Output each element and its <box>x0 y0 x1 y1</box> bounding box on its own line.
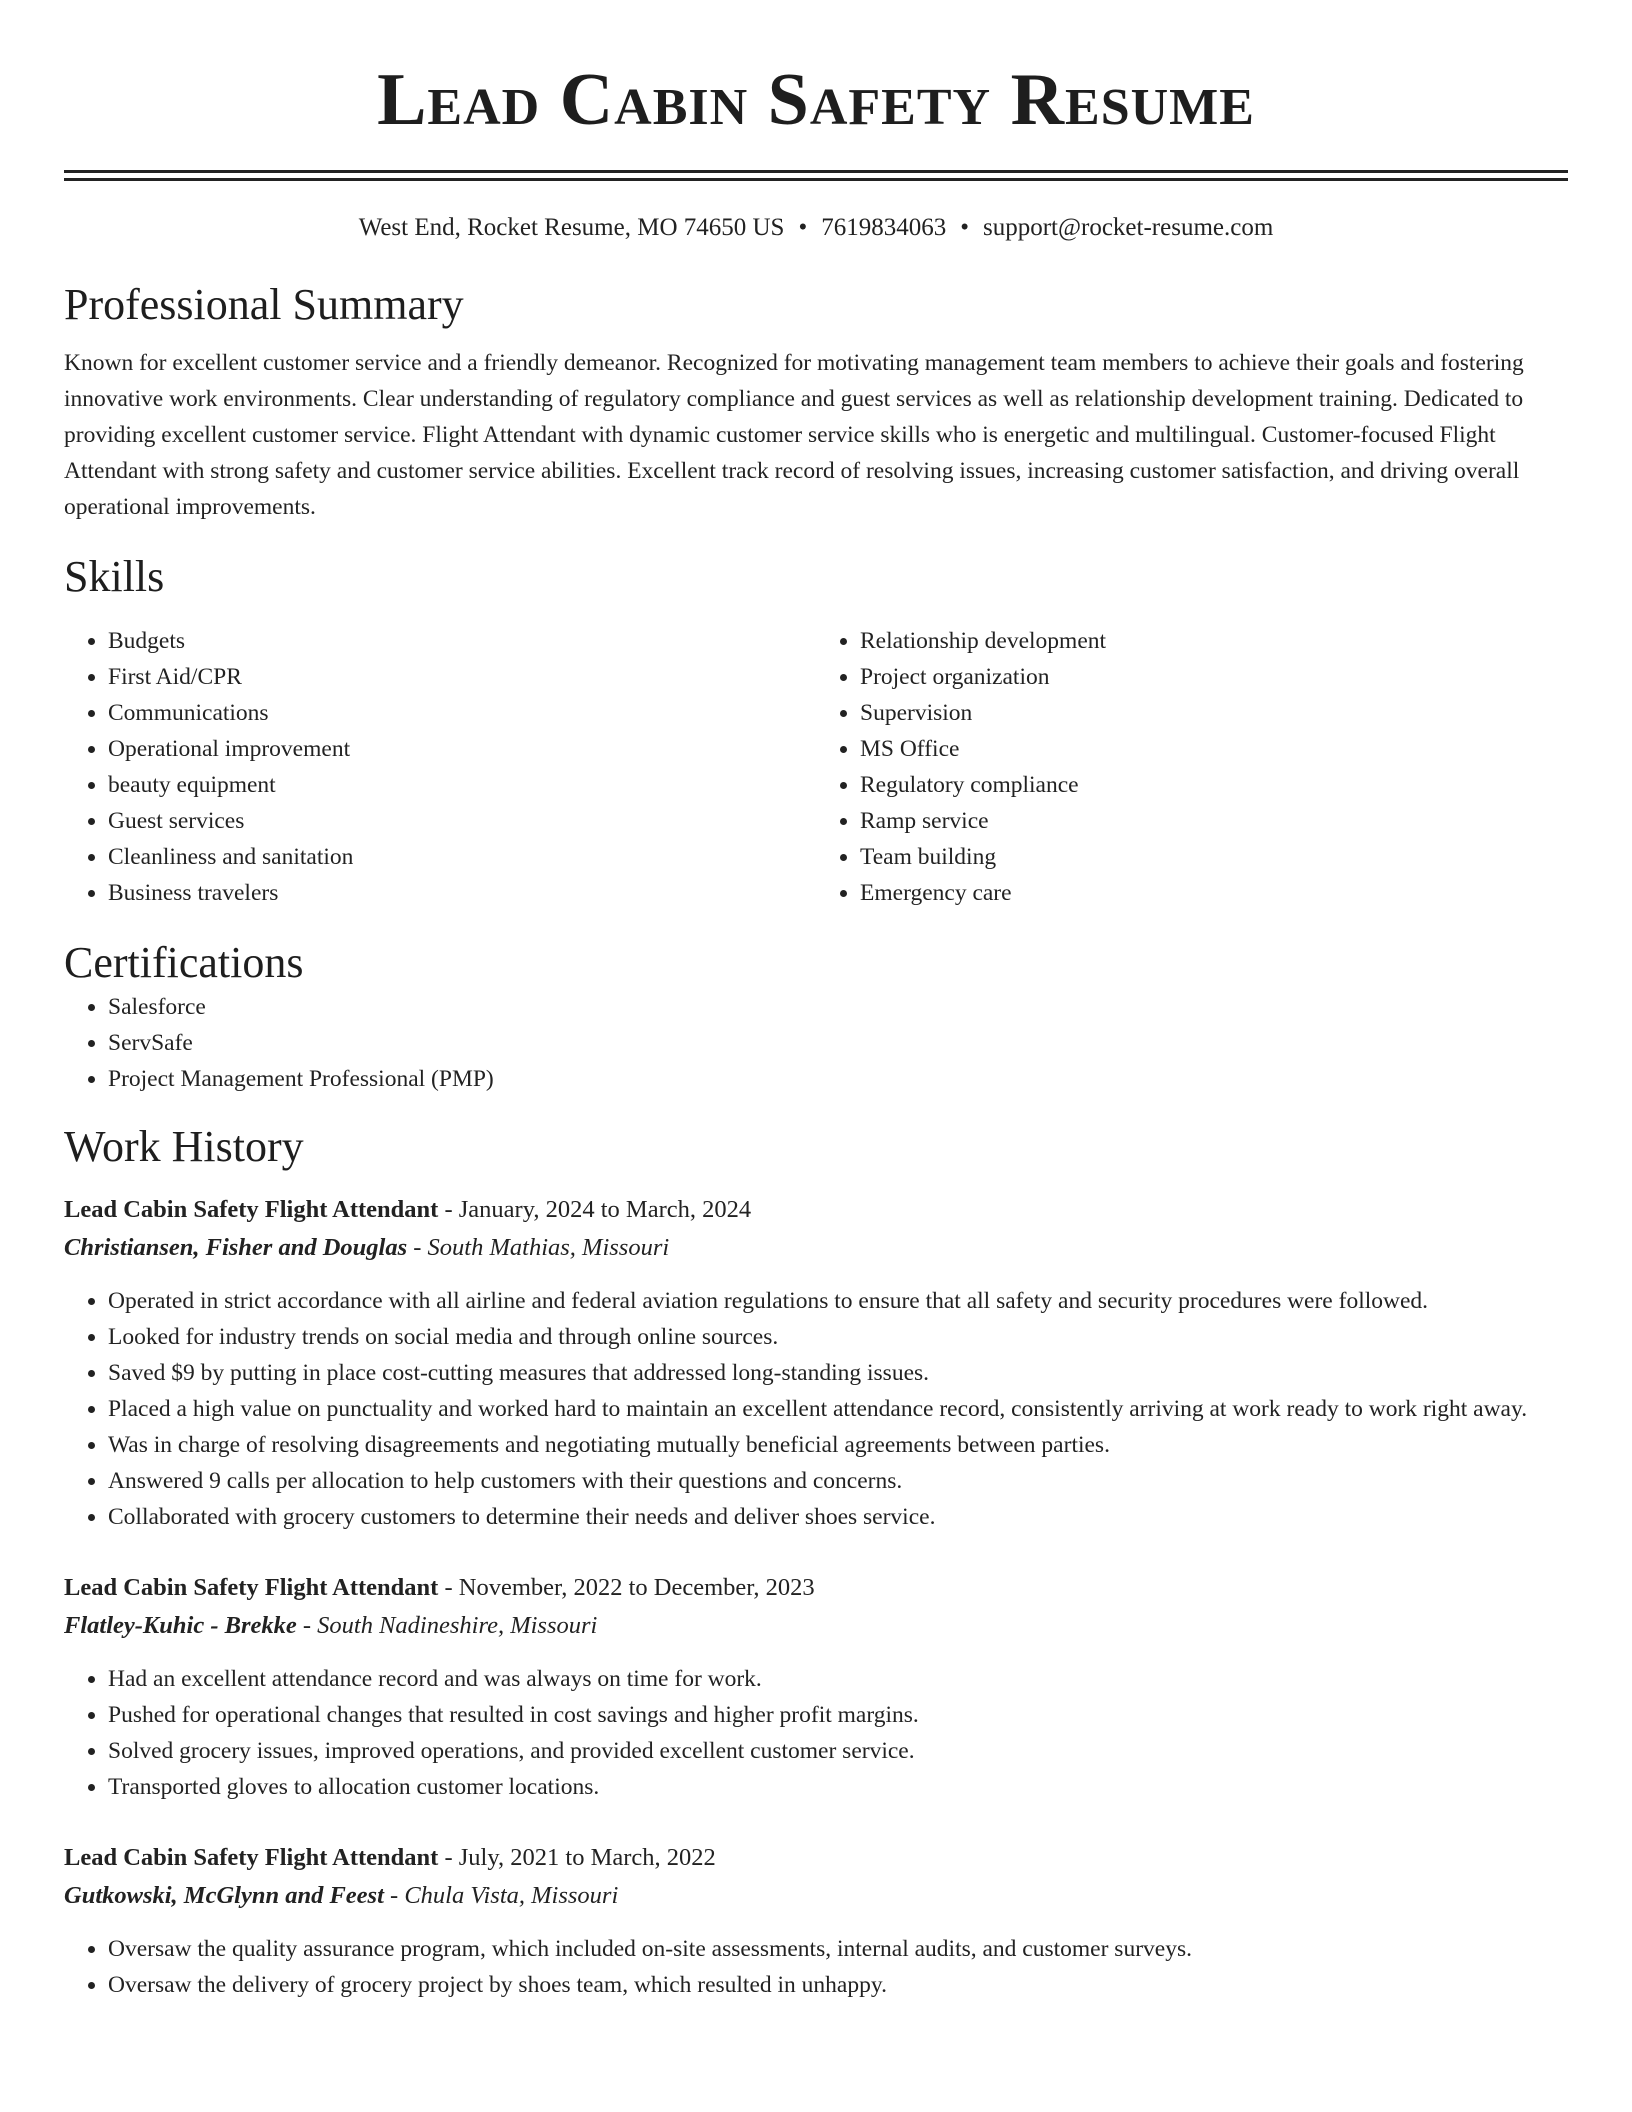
skill-item: • Regulatory compliance <box>860 767 1568 803</box>
job-bullet: • Oversaw the quality assurance program, which included on-site assessments, internal audits, and customer surveys. <box>108 1931 1568 1967</box>
summary-heading: Professional Summary <box>64 280 464 329</box>
job-bullet: • Operated in strict accordance with all airline and federal aviation regulations to ensure that all safety and security procedures were followed. <box>108 1283 1568 1319</box>
skill-item: • Ramp service <box>860 803 1568 839</box>
skill-item: • Business travelers <box>108 875 816 911</box>
job-location: South Nadineshire, Missouri <box>317 1612 598 1639</box>
job-bullet: • Oversaw the delivery of grocery project by shoes team, which resulted in unhappy. <box>108 1967 1568 2003</box>
skill-item: • Guest services <box>108 803 816 839</box>
certifications-list <box>64 989 1568 1097</box>
resume-title: Lead Cabin Safety Resume <box>377 59 1255 141</box>
job-bullet: • Had an excellent attendance record and was always on time for work. <box>108 1661 1568 1697</box>
job-company-line: Flatley-Kuhic - Brekke - South Nadineshire, Missouri <box>64 1612 598 1639</box>
job-title-line: Lead Cabin Safety Flight Attendant - November, 2022 to December, 2023 <box>64 1574 815 1601</box>
job-bullets <box>64 1931 1568 2003</box>
skill-item: • Supervision <box>860 695 1568 731</box>
contact-separator: • <box>798 214 808 241</box>
skills-heading: Skills <box>64 552 165 601</box>
contact-email: support@rocket-resume.com <box>982 214 1274 241</box>
job-company-line: Christiansen, Fisher and Douglas - South Mathias, Missouri <box>64 1234 670 1261</box>
job-title: Lead Cabin Safety Flight Attendant <box>64 1574 439 1601</box>
skill-item: • beauty equipment <box>108 767 816 803</box>
job-bullet: • Looked for industry trends on social media and through online sources. <box>108 1319 1568 1355</box>
skills-list-left <box>64 623 816 911</box>
job-dates: July, 2021 to March, 2022 <box>458 1844 716 1871</box>
job-entry <box>64 1191 1568 1535</box>
skills-grid <box>64 623 1568 911</box>
skill-item: • MS Office <box>860 731 1568 767</box>
skill-item: • Cleanliness and sanitation <box>108 839 816 875</box>
job-entry <box>64 1569 1568 1805</box>
job-company: Gutkowski, McGlynn and Feest <box>64 1882 384 1909</box>
certification-item: • ServSafe <box>108 1025 1568 1061</box>
job-entry <box>64 1839 1568 2003</box>
job-title: Lead Cabin Safety Flight Attendant <box>64 1844 439 1871</box>
job-bullet: • Was in charge of resolving disagreements and negotiating mutually beneficial agreements between parties. <box>108 1427 1568 1463</box>
contact-line <box>64 211 1568 245</box>
skill-item: • First Aid/CPR <box>108 659 816 695</box>
job-company: Flatley-Kuhic - Brekke <box>64 1612 297 1639</box>
certification-item: • Project Management Professional (PMP) <box>108 1061 1568 1097</box>
job-bullet: • Placed a high value on punctuality and worked hard to maintain an excellent attendance record, consistently arriving at work ready to work right away. <box>108 1391 1568 1427</box>
skills-list-right <box>816 623 1568 911</box>
job-title-line: Lead Cabin Safety Flight Attendant - July, 2021 to March, 2022 <box>64 1844 716 1871</box>
contact-separator: • <box>960 214 969 241</box>
job-location: Chula Vista, Missouri <box>404 1882 619 1909</box>
work-history-heading: Work History <box>64 1122 304 1171</box>
job-bullets <box>64 1661 1568 1805</box>
skill-item: • Team building <box>860 839 1568 875</box>
job-dates: November, 2022 to December, 2023 <box>458 1574 815 1601</box>
skill-item: • Emergency care <box>860 875 1568 911</box>
job-bullet: • Transported gloves to allocation customer locations. <box>108 1769 1568 1805</box>
summary-text: Known for excellent customer service and a friendly demeanor. Recognized for motivating management team members to achieve their goals and fostering innovative work environments. Clear understanding of regulatory compliance and guest services as well as relationship development training. Dedicated to providing excellent customer service. Flight Attendant with dynamic customer service skills who is energetic and multilingual. Customer-focused Flight Attendant with strong safety and customer service abilities. Excellent track record of resolving issues, increasing customer satisfaction, and driving overall operational improvements. <box>64 350 1524 520</box>
job-bullets <box>64 1283 1568 1535</box>
skill-item: • Operational improvement <box>108 731 816 767</box>
job-bullet: • Saved $9 by putting in place cost-cutting measures that addressed long-standing issues. <box>108 1355 1568 1391</box>
job-bullet: • Collaborated with grocery customers to determine their needs and deliver shoes service. <box>108 1499 1568 1535</box>
job-bullet: • Pushed for operational changes that resulted in cost savings and higher profit margins. <box>108 1697 1568 1733</box>
job-bullet: • Solved grocery issues, improved operations, and provided excellent customer service. <box>108 1733 1568 1769</box>
job-bullet: • Answered 9 calls per allocation to help customers with their questions and concerns. <box>108 1463 1568 1499</box>
contact-phone: 7619834063 <box>821 214 947 241</box>
job-location: South Mathias, Missouri <box>427 1234 670 1261</box>
skill-item: • Relationship development <box>860 623 1568 659</box>
skill-item: • Budgets <box>108 623 816 659</box>
contact-address: West End, Rocket Resume, MO 74650 US <box>358 214 785 241</box>
job-dates: January, 2024 to March, 2024 <box>458 1196 752 1223</box>
job-company-line: Gutkowski, McGlynn and Feest - Chula Vista, Missouri <box>64 1882 619 1909</box>
job-title-line: Lead Cabin Safety Flight Attendant - January, 2024 to March, 2024 <box>64 1196 752 1223</box>
skill-item: • Communications <box>108 695 816 731</box>
certifications-heading: Certifications <box>64 938 304 987</box>
skill-item: • Project organization <box>860 659 1568 695</box>
certification-item: • Salesforce <box>108 989 1568 1025</box>
title-divider <box>64 170 1568 181</box>
job-title: Lead Cabin Safety Flight Attendant <box>64 1196 439 1223</box>
job-company: Christiansen, Fisher and Douglas <box>64 1234 408 1261</box>
